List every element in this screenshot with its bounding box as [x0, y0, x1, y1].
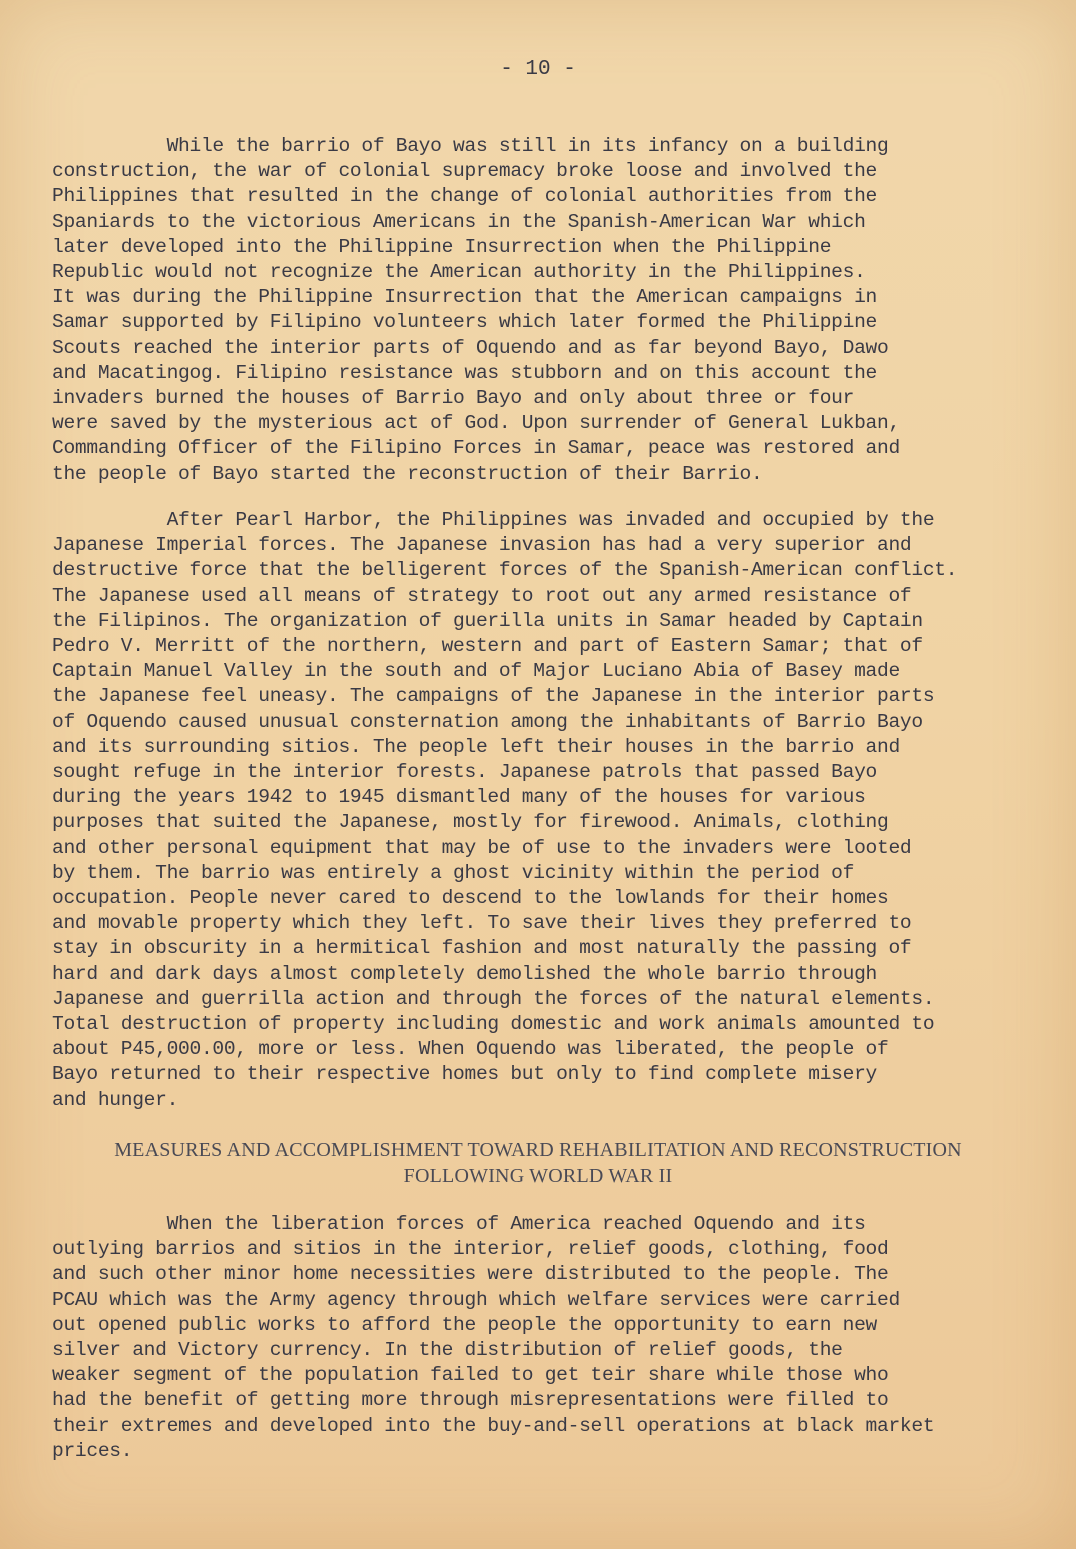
paragraph-liberation-relief: When the liberation forces of America reached Oquendo and its outlying barrios and sitios in the interior, relief goods, clothing, food and such other minor home necessities were distributed to the people. The PCAU which was the Army agency through which welfare services were carried out opened public works to afford the people the opportunity to earn new silver and Victory currency. In the distribution of relief goods, the weaker segment of the population failed to get teir share while those who had the benefit of getting more through misrepresentations were filled to their extremes and developed into the buy-and-sell operations at black market prices. [52, 1213, 935, 1462]
paragraph-japanese-occupation: After Pearl Harbor, the Philippines was invaded and occupied by the Japanese Imperial forces. The Japanese invasion has had a very superior and destructive force that the belligerent forces of the Spanish-American conflict. The Japanese used all means of strategy to root out any armed resistance of the Filipinos. The organization of guerilla units in Samar headed by Captain Pedro V. Merritt of the northern, western and part of Eastern Samar; that of Captain Manuel Valley in the south and of Major Luciano Abia of Basey made the Japanese feel uneasy. The campaigns of the Japanese in the interior parts of Oquendo caused unusual consternation among the inhabitants of Barrio Bayo and its surrounding sitios. The people left their houses in the barrio and sought refuge in the interior forests. Japanese patrols that passed Bayo during the years 1942 to 1945 dismantled many of the houses for various purposes that suited the Japanese, mostly for firewood. Animals, clothing and other personal equipment that may be of use to the invaders were looted by them. The barrio was entirely a ghost vicinity within the period of occupation. People never cared to descend to the lowlands for their homes and movable property which they left. To save their lives they preferred to stay in obscurity in a hermitical fashion and most naturally the passing of hard and dark days almost completely demolished the whole barrio through Japanese and guerrilla action and through the forces of the natural elements. Total destruction of property including domestic and work animals amounted to about P45,000.00, more or less. When Oquendo was liberated, the people of Bayo returned to their respective homes but only to find complete misery and hunger. [52, 509, 958, 1111]
section-heading-line-1: MEASURES AND ACCOMPLISHMENT TOWARD REHABILITATION AND RECONSTRUCTION [114, 1139, 962, 1161]
paragraph-colonial-war: While the barrio of Bayo was still in its infancy on a building construction, the war of colonial supremacy broke loose and involved the Philippines that resulted in the change of colonial authorities from the Spaniards to the victorious Americans in the Spanish-American War which later developed into the Philippine Insurrection when the Philippine Republic would not recognize the American authority in the Philippines. It was during the Philippine Insurrection that the American campaigns in Samar supported by Filipino volunteers which later formed the Philippine Scouts reached the interior parts of Oquendo and as far beyond Bayo, Dawo and Macatingog. Filipino resistance was stubborn and on this account the invaders burned the houses of Barrio Bayo and only about three or four were saved by the mysterious act of God. Upon surrender of General Lukban, Commanding Officer of the Filipino Forces in Samar, peace was restored and the people of Bayo started the reconstruction of their Barrio. [52, 135, 900, 485]
page-number: - 10 - [500, 58, 576, 81]
section-heading-line-2: FOLLOWING WORLD WAR II [403, 1165, 673, 1187]
